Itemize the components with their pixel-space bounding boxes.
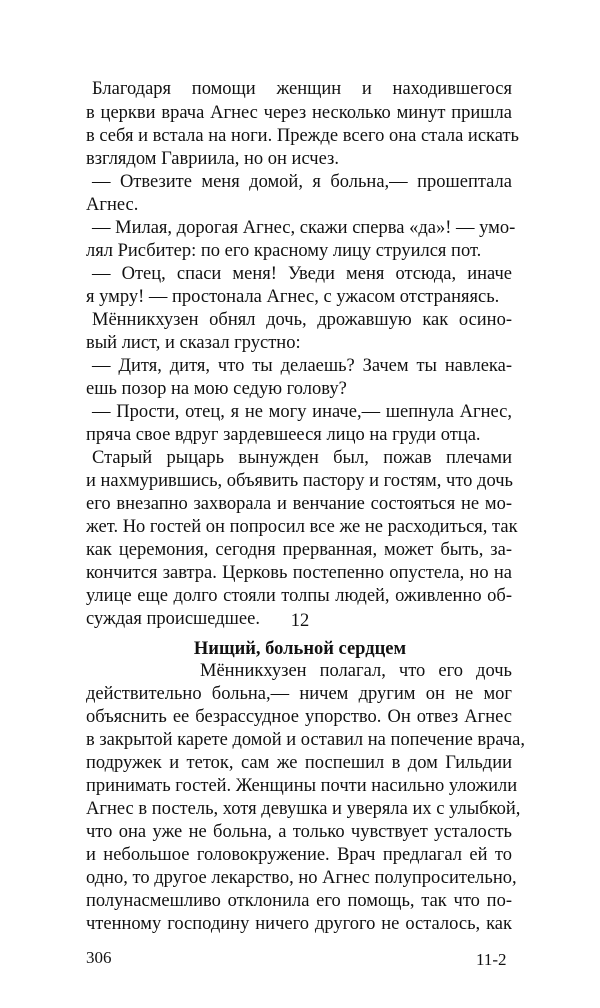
text-line: Агнес.: [86, 195, 139, 215]
chapter-number: 12: [290, 611, 310, 631]
chapter-title: Нищий, больной сердцем: [193, 639, 407, 659]
text-line: ешь позор на мою седую голову?: [86, 379, 347, 399]
text-line: лял Рисбитер: по его красному лицу струился пот.: [86, 241, 482, 261]
text-line: в церкви врача Агнес через несколько минут пришла: [86, 103, 512, 123]
text-line: кончится завтра. Церковь постепенно опустела, но на: [86, 563, 512, 583]
text-line: полунасмешливо отклонила его помощь, так что по-: [86, 891, 512, 911]
text-line: одно, то другое лекарство, но Агнес полупросительно,: [86, 868, 517, 888]
text-line: — Отвезите меня домой, я больна,— прошептала: [92, 172, 512, 192]
text-line: чтенному господину ничего другого не осталось, как: [86, 914, 512, 934]
text-line: вый лист, и сказал грустно:: [86, 333, 301, 353]
text-line: — Прости, отец, я не могу иначе,— шепнула Агнес,: [92, 402, 512, 422]
text-line: объяснить ее безрассудное упорство. Он отвез Агнес: [86, 707, 512, 727]
page-number: 306: [86, 948, 112, 967]
text-line: его внезапно захворала и венчание состояться не мо-: [86, 494, 512, 514]
text-line: и нахмурившись, объявить пастору и гостям, что дочь: [86, 471, 513, 491]
text-line: жет. Но гостей он попросил все же не расходиться, так: [86, 517, 518, 537]
text-line: в себя и встала на ноги. Прежде всего она стала искать: [86, 126, 519, 146]
text-line: как церемония, сегодня прерванная, может быть, за-: [86, 540, 512, 560]
text-line: Мённикхузен обнял дочь, дрожавшую как осино-: [92, 310, 512, 330]
text-line: в закрытой карете домой и оставил на попечение врача,: [86, 730, 526, 750]
text-line: принимать гостей. Женщины почти насильно уложили: [86, 776, 518, 796]
text-line: я умру! — простонала Агнес, с ужасом отстраняясь.: [86, 287, 500, 307]
text-line: подружек и теток, сам же поспешил в дом Гильдии: [86, 753, 512, 773]
text-line: взглядом Гавриила, но он исчез.: [86, 149, 339, 169]
text-line: — Дитя, дитя, что ты делаешь? Зачем ты навлека-: [92, 356, 512, 376]
text-line: что она уже не больна, а только чувствует усталость: [86, 822, 512, 842]
text-line: пряча свое вдруг зардевшееся лицо на груди отца.: [86, 425, 481, 445]
text-line: — Отец, спаси меня! Уведи меня отсюда, иначе: [92, 264, 512, 284]
signature-mark: 11-2: [476, 950, 507, 969]
text-line: улице еще долго стояли толпы людей, оживленно об-: [86, 586, 512, 606]
text-line: Мённикхузен полагал, что его дочь: [200, 661, 512, 681]
text-line: Благодаря помощи женщин и находившегося: [92, 79, 512, 99]
text-line: суждая происшедшее.: [86, 609, 260, 629]
text-line: Агнес в постель, хотя девушка и уверяла их с улыбкой,: [86, 799, 521, 819]
text-line: — Милая, дорогая Агнес, скажи сперва «да»! — умо-: [92, 218, 516, 238]
text-line: действительно больна,— ничем другим он не мог: [86, 684, 512, 704]
text-line: и небольшое головокружение. Врач предлагал ей то: [86, 845, 512, 865]
text-line: Старый рыцарь вынужден был, пожав плечами: [92, 448, 512, 468]
